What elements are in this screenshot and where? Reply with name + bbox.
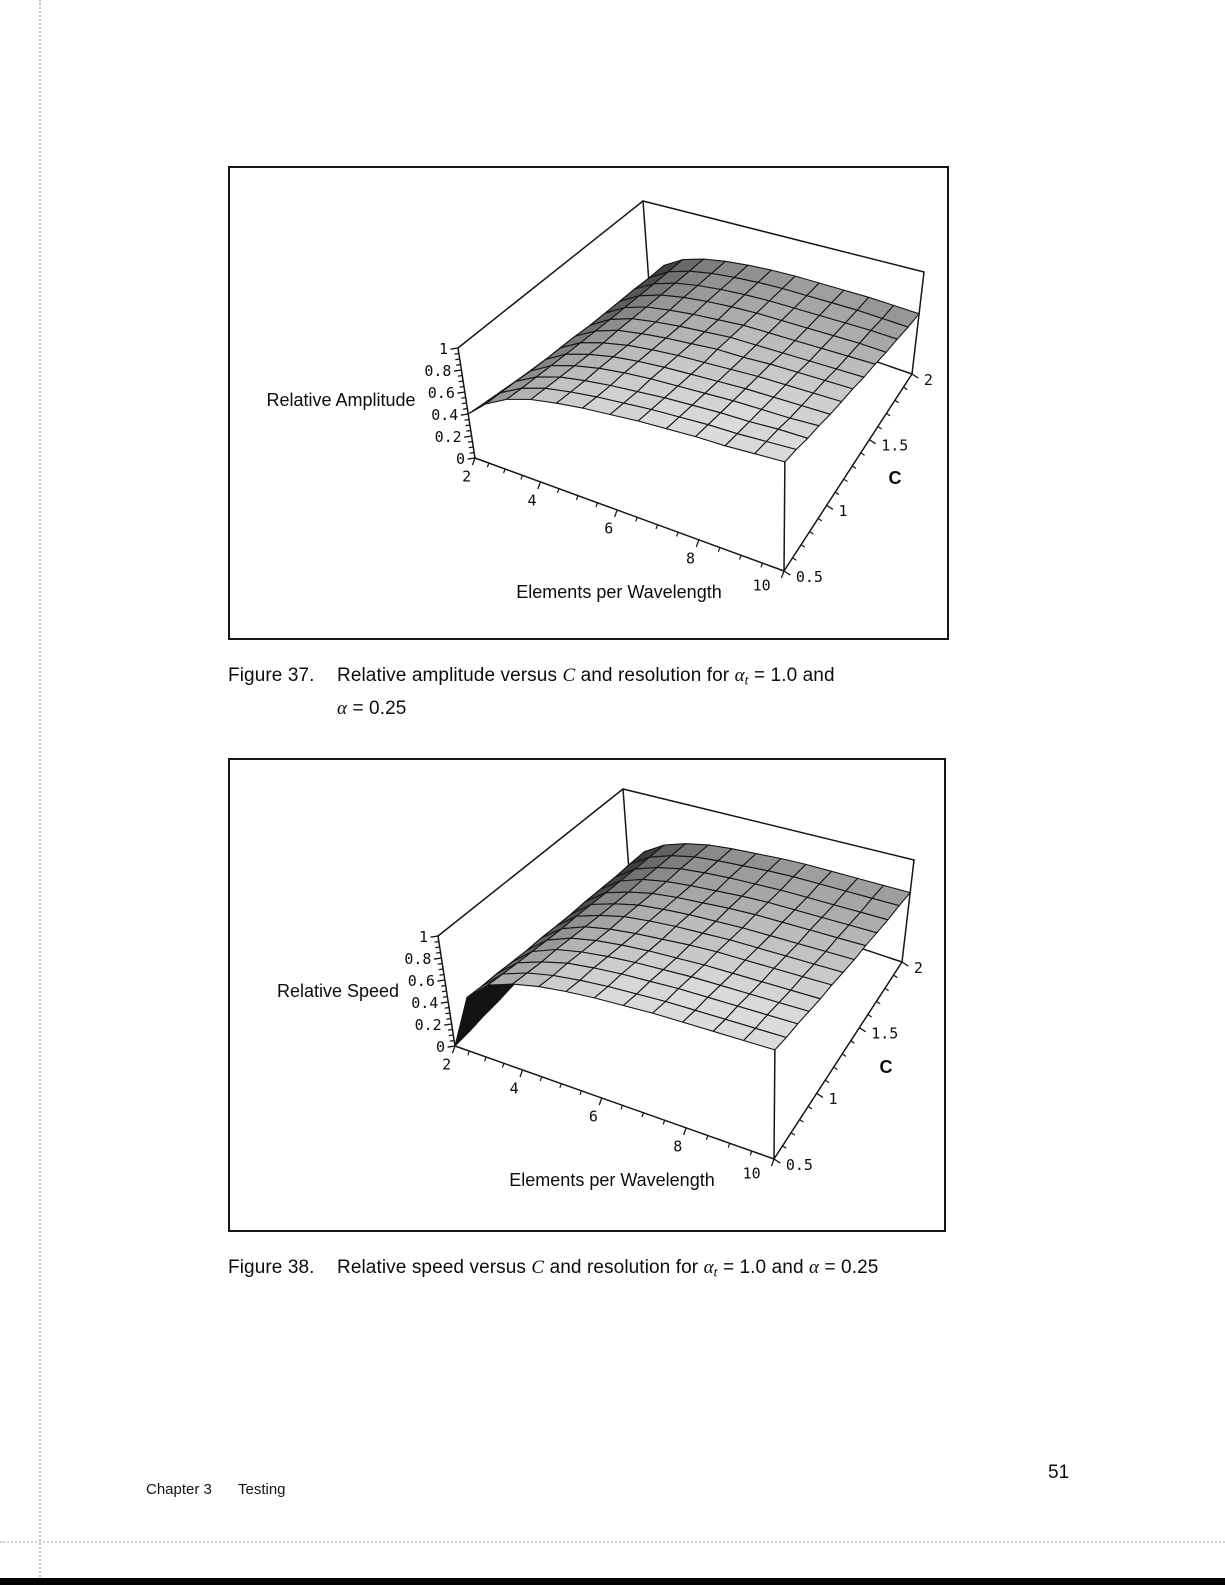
svg-text:1: 1: [439, 340, 449, 359]
svg-text:1.5: 1.5: [881, 436, 909, 455]
svg-text:Elements per Wavelength: Elements per Wavelength: [516, 582, 722, 602]
svg-text:1: 1: [828, 1090, 838, 1109]
svg-text:0.8: 0.8: [404, 950, 432, 969]
svg-text:0.2: 0.2: [414, 1016, 442, 1035]
svg-text:8: 8: [685, 549, 695, 568]
svg-text:0: 0: [436, 1038, 446, 1057]
svg-text:6: 6: [588, 1107, 598, 1126]
surface-mesh: [455, 844, 910, 1050]
scan-artifact-horizontal-line: [0, 1541, 1225, 1544]
figure-38-label: Figure 38.: [228, 1257, 315, 1278]
svg-text:2: 2: [913, 958, 923, 977]
alpha-subscript: t: [713, 1264, 718, 1280]
alpha-subscript: t: [744, 672, 749, 688]
svg-text:10: 10: [742, 1164, 761, 1183]
footer-chapter: Chapter 3: [146, 1481, 212, 1498]
figure-37-caption-text: Relative amplitude versus C and resolution for αt = 1.0 and α = 0.25: [337, 665, 835, 720]
svg-text:0.4: 0.4: [431, 406, 459, 425]
caption-figure-38: [228, 1253, 928, 1286]
footer-section: Testing: [238, 1481, 286, 1498]
italic-c-symbol: C: [531, 1257, 545, 1278]
svg-text:Relative Amplitude: Relative Amplitude: [266, 390, 416, 410]
svg-text:2: 2: [442, 1055, 452, 1074]
svg-text:4: 4: [509, 1079, 519, 1098]
svg-text:0.6: 0.6: [427, 384, 455, 403]
figure-37-frame: [228, 166, 949, 640]
svg-text:0.5: 0.5: [795, 567, 823, 586]
svg-text:Elements per Wavelength: Elements per Wavelength: [509, 1170, 715, 1190]
alpha-symbol: α: [734, 665, 745, 686]
svg-text:0.4: 0.4: [411, 994, 439, 1013]
figure-38-frame: [228, 758, 946, 1232]
svg-text:2: 2: [462, 467, 472, 486]
page-number: 51: [1048, 1462, 1070, 1483]
svg-text:0: 0: [456, 450, 466, 469]
italic-c-symbol: C: [562, 665, 576, 686]
svg-text:1: 1: [838, 502, 848, 521]
surface-plot-figure-37: [230, 168, 947, 638]
surface-mesh: [468, 259, 919, 462]
surface-plot-figure-38: [230, 760, 944, 1230]
svg-text:0.2: 0.2: [434, 428, 462, 447]
svg-text:C: C: [879, 1057, 893, 1077]
svg-text:Relative Speed: Relative Speed: [276, 981, 400, 1001]
scan-artifact-vertical-line: [39, 0, 42, 1585]
svg-text:0.5: 0.5: [785, 1155, 813, 1174]
svg-text:0.8: 0.8: [424, 362, 452, 381]
svg-text:2: 2: [923, 370, 933, 389]
alpha-symbol: α: [809, 1257, 820, 1278]
scan-artifact-bottom-bar: [0, 1578, 1225, 1585]
figure-37-label: Figure 37.: [228, 665, 315, 686]
svg-text:10: 10: [752, 576, 771, 595]
caption-figure-37: [228, 661, 928, 723]
svg-text:8: 8: [673, 1137, 683, 1156]
svg-text:0.6: 0.6: [407, 972, 435, 991]
svg-text:1.5: 1.5: [871, 1024, 899, 1043]
alpha-symbol: α: [337, 698, 348, 720]
svg-text:6: 6: [604, 519, 614, 538]
figure-38-caption-text: Relative speed versus C and resolution for αt = 1.0 and α = 0.25: [337, 1257, 879, 1280]
alpha-symbol: α: [703, 1257, 714, 1278]
svg-text:C: C: [888, 468, 902, 488]
svg-text:4: 4: [527, 491, 537, 510]
svg-text:1: 1: [419, 928, 429, 947]
